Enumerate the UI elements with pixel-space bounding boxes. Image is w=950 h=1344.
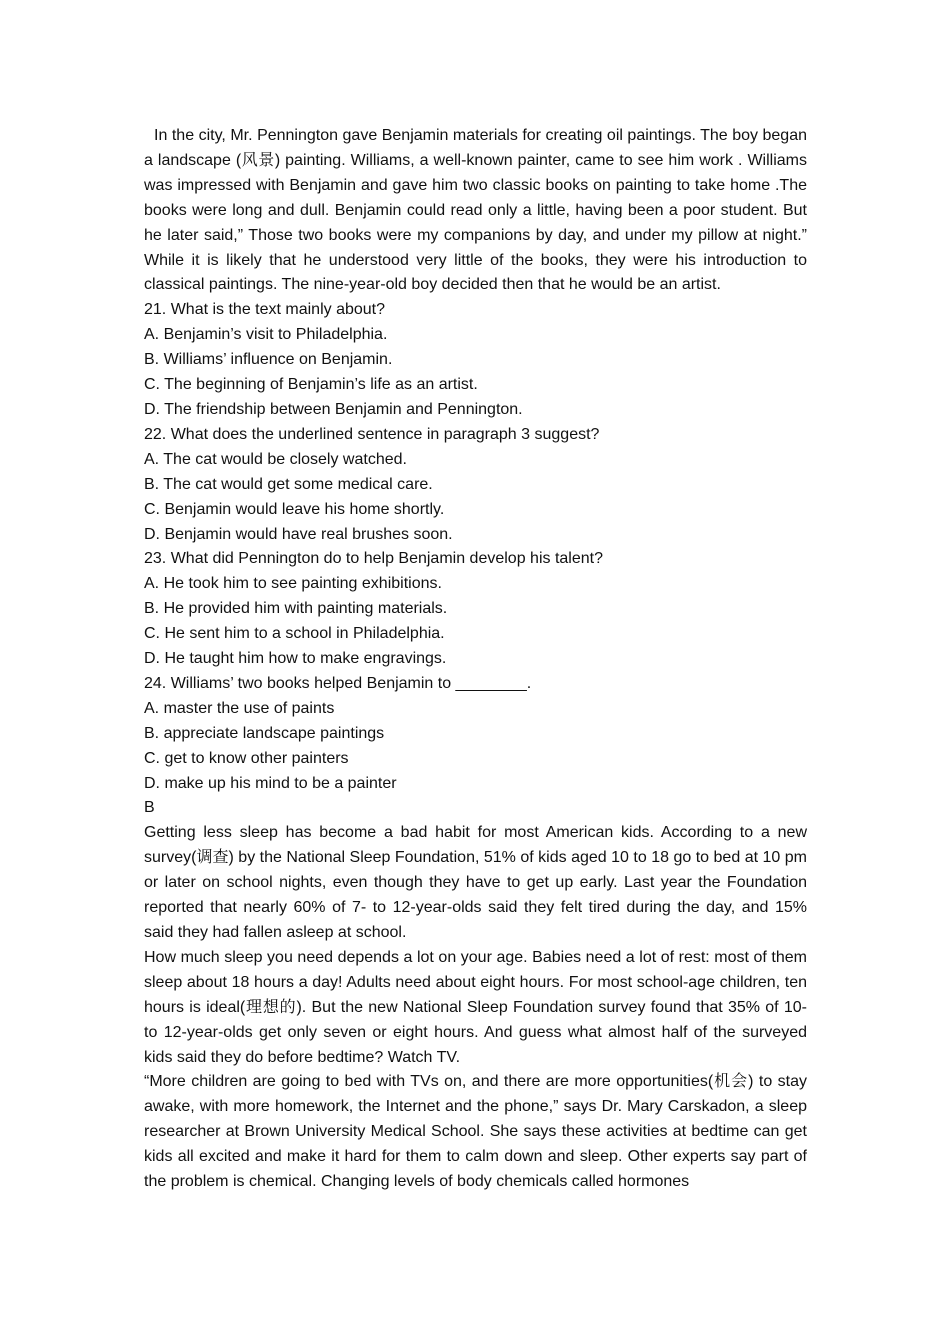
answer-option: B. appreciate landscape paintings [144,724,385,742]
passage-b-paragraph-1: Getting less sleep has become a bad habit for most American kids. According to a new survey(调查) by the National Sleep Foundation, 51% of kids aged 10 to 18 go to bed at 10 pm or later on school nights, even though they have to get up early. Last year the Foundation reported that nearly 60% of 7- to 12-year-olds said they felt tired during the day, and 15% said they had fallen asleep at school. [144,824,807,941]
answer-option: B. Williams’ influence on Benjamin. [144,351,393,369]
answer-option: D. The friendship between Benjamin and Pennington. [144,400,523,418]
answer-option: D. He taught him how to make engravings. [144,650,447,668]
answer-option: C. The beginning of Benjamin’s life as an artist. [144,376,478,394]
answer-option: D. make up his mind to be a painter [144,774,397,792]
question-24 [144,672,807,797]
question-22 [144,423,807,548]
passage-b-paragraph-2: How much sleep you need depends a lot on your age. Babies need a lot of rest: most of them sleep about 18 hours a day! Adults need about eight hours. For most school-age children, ten hours is ideal(理想的). But the new National Sleep Foundation survey found that 35% of 10- to 12-year-olds get only seven or eight hours. And guess what almost half of the surveyed kids said they do before bedtime? Watch TV. [144,948,807,1066]
answer-option: A. The cat would be closely watched. [144,450,407,468]
answer-option: C. get to know other painters [144,749,349,767]
answer-option: A. He took him to see painting exhibitions. [144,575,442,593]
question-stem: 22. What does the underlined sentence in paragraph 3 suggest? [144,425,600,443]
question-23 [144,547,807,672]
answer-option: C. He sent him to a school in Philadelphia. [144,625,445,643]
answer-option: B. He provided him with painting materials. [144,600,448,618]
answer-option: C. Benjamin would leave his home shortly. [144,500,445,518]
question-stem: 23. What did Pennington do to help Benjamin develop his talent? [144,550,603,568]
passage-b-paragraph-3: “More children are going to bed with TVs on, and there are more opportunities(机会) to stay awake, with more homework, the Internet and the phone,” says Dr. Mary Carskadon, a sleep researcher at Brown University Medical School. She says these activities at bedtime can get kids all excited and make it hard for them to calm down and sleep. Other experts say part of the problem is chemical. Changing levels of body chemicals called hormones [144,1073,807,1191]
question-stem: 24. Williams’ two books helped Benjamin to ________. [144,674,532,692]
passage-a-paragraph: In the city, Mr. Pennington gave Benjamin materials for creating oil paintings. The boy began a landscape (风景) painting. Williams, a well-known painter, came to see him work . Williams was impressed with Benjamin and gave him two classic books on painting to take home .The books were long and dull. Benjamin could read only a little, having been a poor student. But he later said,” Those two books were my companions by day, and under my pillow at night.” While it is likely that he understood very little of the books, they were his introduction to classical paintings. The nine-year-old boy decided then that he would be an artist. [144,127,807,294]
section-b-heading: B [144,799,155,817]
answer-option: A. master the use of paints [144,699,335,717]
answer-option: B. The cat would get some medical care. [144,475,433,493]
answer-option: A. Benjamin’s visit to Philadelphia. [144,326,388,344]
question-stem: 21. What is the text mainly about? [144,301,386,319]
answer-option: D. Benjamin would have real brushes soon. [144,525,453,543]
question-21 [144,298,807,423]
document-page [144,124,807,1195]
